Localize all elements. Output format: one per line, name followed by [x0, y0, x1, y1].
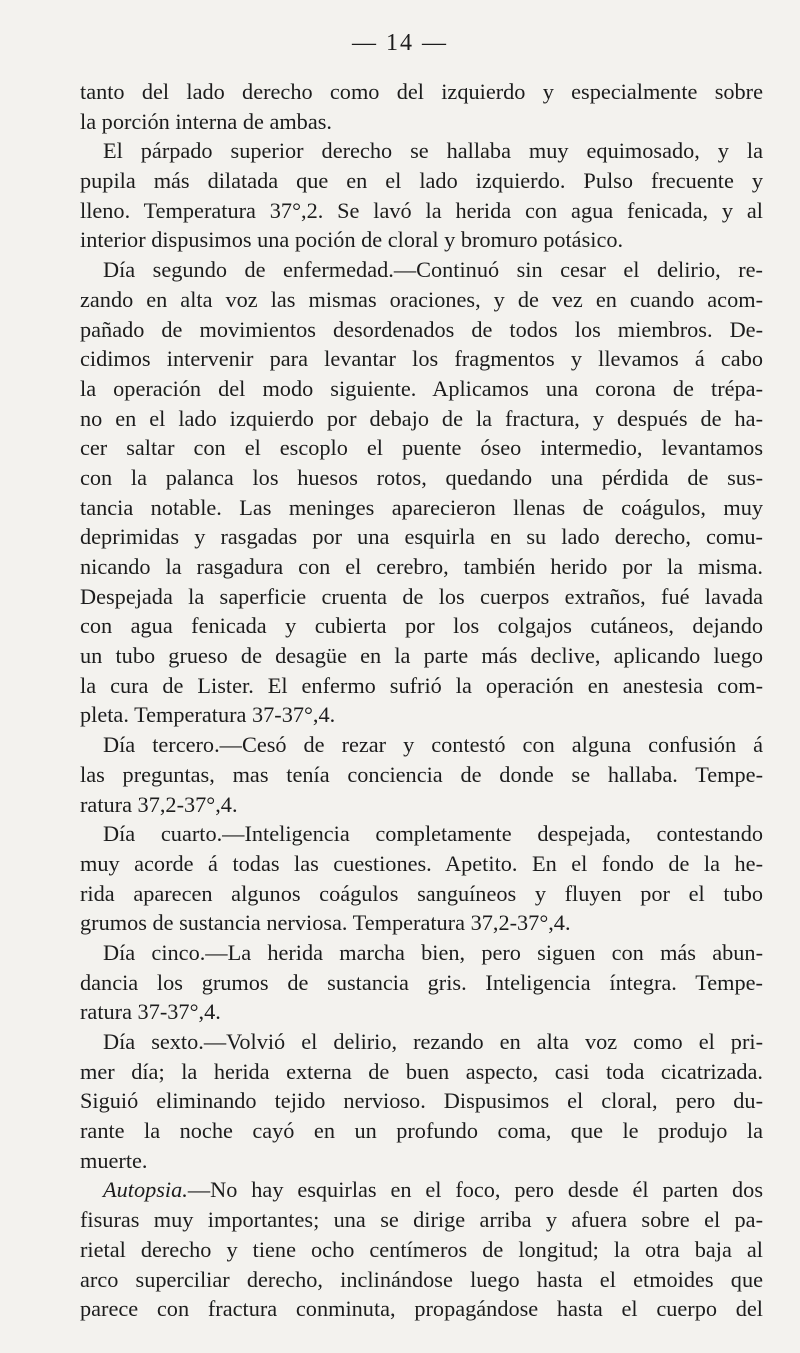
text-line	[80, 700, 763, 730]
text-line-content: ratura 37-37°,4.	[80, 999, 221, 1025]
text-line	[80, 582, 763, 612]
text-line	[80, 433, 763, 463]
text-line-content: Día cuarto.—Inteligencia completamente despejada, contestando	[103, 821, 763, 847]
text-line	[80, 1086, 763, 1116]
text-line-content: cer saltar con el escoplo el puente óseo intermedio, levantamos	[80, 435, 763, 461]
text-line-content: la cura de Lister. El enfermo sufrió la operación en anestesia com-	[80, 672, 763, 698]
text-line-content: Día cinco.—La herida marcha bien, pero siguen con más abun-	[103, 939, 763, 965]
text-line-content: rante la noche cayó en un profundo coma, que le produjo la	[80, 1118, 763, 1144]
text-line	[80, 1175, 763, 1205]
text-line-content: muerte.	[80, 1147, 148, 1173]
text-line	[80, 760, 763, 790]
text-line	[80, 908, 763, 938]
text-line-content: lleno. Temperatura 37°,2. Se lavó la herida con agua fenicada, y al	[80, 197, 763, 223]
text-line	[80, 285, 763, 315]
text-line-content: —No hay esquirlas en el foco, pero desde él parten dos	[187, 1177, 763, 1203]
text-line	[80, 404, 763, 434]
text-line-content: parece con fractura conminuta, propagándose hasta el cuerpo del	[80, 1296, 763, 1322]
text-line-content: deprimidas y rasgadas por una esquirla en su lado derecho, comu-	[80, 524, 763, 550]
text-line	[80, 641, 763, 671]
text-line-content: mer día; la herida externa de buen aspecto, casi toda cicatrizada.	[80, 1058, 763, 1084]
text-line-content: interior dispusimos una poción de cloral y bromuro potásico.	[80, 227, 624, 253]
text-line	[80, 938, 763, 968]
text-line-content: nicando la rasgadura con el cerebro, también herido por la misma.	[80, 554, 763, 579]
text-line	[80, 1265, 763, 1295]
text-line-content: Día segundo de enfermedad.—Continuó sin cesar el delirio, re-	[103, 257, 763, 283]
text-line-content: muy acorde á todas las cuestiones. Apetito. En el fondo de la he-	[80, 850, 763, 876]
text-line-content: rietal derecho y tiene ocho centímeros de longitud; la otra baja al	[80, 1236, 763, 1262]
text-line-content: las preguntas, mas tenía conciencia de donde se hallaba. Tempe-	[80, 761, 763, 787]
text-line	[80, 1146, 763, 1176]
text-line	[80, 136, 763, 166]
text-line-content: dancia los grumos de sustancia gris. Inteligencia íntegra. Tempe-	[80, 969, 763, 995]
text-line	[80, 790, 763, 820]
text-line-content: rida aparecen algunos coágulos sanguíneos y fluyen por el tubo	[80, 880, 763, 906]
text-line-content: tancia notable. Las meninges aparecieron llenas de coágulos, muy	[80, 494, 763, 520]
text-line-content: El párpado superior derecho se hallaba muy equimosado, y la	[103, 138, 763, 164]
text-line	[80, 107, 763, 137]
text-line-content: arco superciliar derecho, inclinándose luego hasta el etmoides que	[80, 1266, 763, 1292]
text-line	[80, 997, 763, 1027]
text-line-content: la operación del modo siguiente. Aplicamos una corona de trépa-	[80, 375, 763, 401]
text-line	[80, 1116, 763, 1146]
text-line-content: fisuras muy importantes; una se dirige arriba y afuera sobre el pa-	[80, 1207, 763, 1233]
text-line-content: con agua fenicada y cubierta por los colgajos cutáneos, dejando	[80, 613, 763, 639]
text-line	[80, 1027, 763, 1057]
section-heading: Autopsia.	[103, 1177, 188, 1203]
text-line-content: pleta. Temperatura 37-37°,4.	[80, 702, 336, 728]
text-line	[80, 344, 763, 374]
text-line-content: pupila más dilatada que en el lado izquierdo. Pulso frecuente y	[80, 168, 763, 194]
text-line	[80, 463, 763, 493]
text-line	[80, 374, 763, 404]
text-line	[80, 196, 763, 226]
text-line-content: no en el lado izquierdo por debajo de la fractura, y después de ha-	[80, 405, 763, 431]
text-line-content: tanto del lado derecho como del izquierdo y especialmente sobre	[80, 79, 763, 104]
text-line-content: un tubo grueso de desagüe en la parte más declive, aplicando luego	[80, 643, 763, 669]
text-line	[80, 522, 763, 552]
text-line-content: pañado de movimientos desordenados de todos los miembros. De-	[80, 316, 763, 342]
text-line	[80, 255, 763, 285]
text-line-content: Siguió eliminando tejido nervioso. Dispusimos el cloral, pero du-	[80, 1088, 763, 1114]
text-line-content: Día tercero.—Cesó de rezar y contestó con alguna confusión á	[103, 732, 763, 758]
text-line	[80, 849, 763, 879]
text-line-content: con la palanca los huesos rotos, quedando una pérdida de sus-	[80, 464, 763, 490]
text-line	[80, 1235, 763, 1265]
text-line	[80, 879, 763, 909]
text-line	[80, 166, 763, 196]
text-line	[80, 77, 763, 107]
text-line	[80, 315, 763, 345]
body-text	[80, 77, 763, 1324]
text-line	[80, 819, 763, 849]
text-line	[80, 1205, 763, 1235]
text-line	[80, 671, 763, 701]
text-line-content: zando en alta voz las mismas oraciones, y de vez en cuando acom-	[80, 286, 763, 312]
text-line	[80, 1057, 763, 1087]
text-line	[80, 493, 763, 523]
text-line	[80, 611, 763, 641]
text-line-content: la porción interna de ambas.	[80, 108, 332, 134]
text-line	[80, 552, 763, 582]
text-line-content: cidimos intervenir para levantar los fragmentos y llevamos á cabo	[80, 346, 763, 372]
page-number: — 14 —	[352, 30, 448, 56]
text-line	[80, 225, 763, 255]
text-line-content: grumos de sustancia nerviosa. Temperatura 37,2-37°,4.	[80, 910, 571, 936]
text-line-content: Día sexto.—Volvió el delirio, rezando en alta voz como el pri-	[103, 1029, 763, 1054]
text-line	[80, 1294, 763, 1324]
text-line-content: ratura 37,2-37°,4.	[80, 791, 238, 817]
text-line	[80, 730, 763, 760]
text-line-content: Despejada la saperficie cruenta de los cuerpos extraños, fué lavada	[80, 583, 763, 609]
text-line	[80, 968, 763, 998]
